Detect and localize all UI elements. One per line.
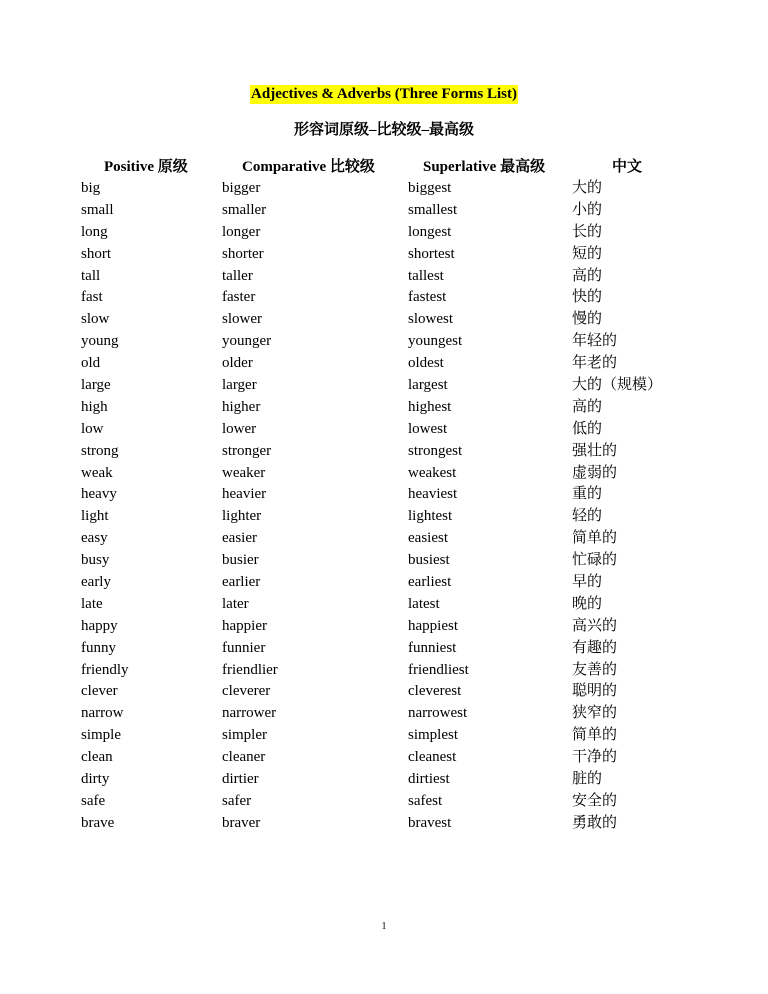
cell-superlative: strongest [408,442,463,459]
cell-comparative: shorter [222,245,264,262]
cell-comparative: friendlier [222,661,278,678]
cell-superlative: fastest [408,289,447,306]
cell-superlative: cleverest [408,683,462,700]
cell-superlative: simplest [408,727,459,744]
cell-chinese: 大的 [572,180,603,196]
cell-positive: dirty [81,771,110,788]
table-row [0,813,768,835]
cell-comparative: younger [222,333,272,350]
page-title: Adjectives & Adverbs (Three Forms List) [251,86,517,102]
table-row [0,769,768,791]
cell-chinese: 狭窄的 [572,705,618,722]
table-row [0,791,768,813]
cell-chinese: 简单的 [572,727,618,744]
cell-superlative: happiest [408,617,458,634]
cell-comparative: taller [222,267,253,284]
cell-superlative: busiest [408,552,450,569]
table-row [0,528,768,550]
cell-chinese: 强壮的 [572,442,618,459]
table-row [0,375,768,397]
cell-positive: long [81,223,108,240]
table-row [0,178,768,200]
table-row [0,638,768,660]
cell-superlative: lowest [408,420,448,437]
cell-chinese: 勇敢的 [572,814,618,831]
table-row [0,747,768,769]
cell-chinese: 高的 [572,398,603,415]
table-row [0,463,768,485]
table-row [0,506,768,528]
header-positive: Positive 原级 [104,159,188,175]
table-row [0,572,768,594]
table-row [0,397,768,419]
cell-chinese: 年轻的 [572,333,618,350]
cell-superlative: shortest [408,245,455,262]
page-subtitle: 形容词原级–比较级–最高级 [293,122,474,138]
cell-chinese: 干净的 [572,749,618,766]
cell-positive: short [81,245,111,262]
cell-chinese: 年老的 [572,355,618,372]
cell-comparative: cleverer [222,683,271,700]
cell-comparative: safer [222,792,252,809]
cell-positive: easy [81,530,108,547]
cell-positive: funny [81,639,116,656]
cell-positive: high [81,398,108,415]
table-row [0,287,768,309]
table-row [0,616,768,638]
header-chinese: 中文 [612,159,643,175]
table-row [0,703,768,725]
cell-comparative: narrower [222,705,277,722]
cell-comparative: stronger [222,442,272,459]
cell-chinese: 小的 [572,201,603,218]
cell-comparative: bigger [222,180,261,196]
cell-positive: old [81,355,101,372]
cell-comparative: earlier [222,574,261,591]
cell-superlative: largest [408,377,448,394]
cell-positive: simple [81,727,121,744]
cell-superlative: slowest [408,311,453,328]
cell-comparative: simpler [222,727,267,744]
cell-positive: narrow [81,705,124,722]
cell-superlative: cleanest [408,749,457,766]
cell-superlative: friendliest [408,661,469,678]
cell-chinese: 慢的 [572,311,603,328]
cell-comparative: lighter [222,508,262,525]
cell-comparative: longer [222,223,261,240]
cell-superlative: tallest [408,267,444,284]
cell-positive: weak [81,464,113,481]
cell-comparative: busier [222,552,259,569]
cell-positive: tall [81,267,101,284]
cell-chinese: 高的 [572,267,603,284]
table-row [0,484,768,506]
cell-comparative: lower [222,420,257,437]
cell-comparative: higher [222,398,261,415]
cell-comparative: easier [222,530,257,547]
cell-positive: large [81,377,111,394]
cell-comparative: cleaner [222,749,266,766]
cell-superlative: youngest [408,333,463,350]
cell-chinese: 脏的 [572,771,603,788]
cell-chinese: 早的 [572,574,603,591]
word-table [0,178,768,835]
cell-positive: happy [81,617,118,634]
cell-superlative: oldest [408,355,444,372]
cell-chinese: 聪明的 [572,683,618,700]
cell-chinese: 友善的 [572,661,618,678]
header-superlative: Superlative 最高级 [423,159,546,175]
table-row [0,244,768,266]
cell-comparative: later [222,595,249,612]
cell-positive: strong [81,442,119,459]
cell-chinese: 短的 [572,245,603,262]
cell-chinese: 有趣的 [572,639,618,656]
cell-positive: light [81,508,109,525]
cell-comparative: dirtier [222,771,259,788]
cell-positive: big [81,180,101,196]
cell-chinese: 安全的 [572,792,618,809]
cell-chinese: 大的（规模） [572,377,663,394]
cell-positive: friendly [81,661,129,678]
table-row [0,725,768,747]
cell-comparative: smaller [222,201,267,218]
cell-superlative: latest [408,595,440,612]
cell-superlative: earliest [408,574,452,591]
cell-positive: young [81,333,119,350]
cell-chinese: 虚弱的 [572,464,618,481]
cell-chinese: 轻的 [572,508,603,525]
cell-superlative: longest [408,223,452,240]
table-row [0,309,768,331]
title-container [0,85,768,104]
cell-positive: clean [81,749,113,766]
cell-positive: clever [81,683,118,700]
cell-positive: safe [81,792,106,809]
cell-chinese: 忙碌的 [572,552,618,569]
cell-superlative: narrowest [408,705,468,722]
cell-comparative: happier [222,617,267,634]
cell-superlative: weakest [408,464,457,481]
cell-chinese: 快的 [572,289,603,306]
cell-positive: late [81,595,103,612]
cell-chinese: 简单的 [572,530,618,547]
cell-superlative: smallest [408,201,458,218]
cell-chinese: 低的 [572,420,603,437]
cell-superlative: lightest [408,508,453,525]
table-row [0,550,768,572]
cell-superlative: funniest [408,639,457,656]
table-row [0,200,768,222]
table-row [0,594,768,616]
table-row [0,222,768,244]
table-row [0,331,768,353]
table-row [0,660,768,682]
cell-superlative: biggest [408,180,452,196]
cell-comparative: faster [222,289,256,306]
table-row [0,353,768,375]
cell-comparative: weaker [222,464,266,481]
cell-superlative: dirtiest [408,771,450,788]
cell-superlative: easiest [408,530,448,547]
table-header [0,157,768,179]
cell-positive: slow [81,311,110,328]
page-number: 1 [381,921,387,932]
cell-comparative: slower [222,311,262,328]
cell-positive: fast [81,289,103,306]
cell-positive: busy [81,552,110,569]
table-row [0,681,768,703]
cell-positive: small [81,201,114,218]
cell-positive: low [81,420,104,437]
cell-chinese: 重的 [572,486,603,503]
cell-positive: brave [81,814,115,831]
header-comparative: Comparative 比较级 [242,159,375,175]
cell-superlative: bravest [408,814,452,831]
table-row [0,419,768,441]
cell-positive: heavy [81,486,117,503]
cell-positive: early [81,574,111,591]
cell-superlative: highest [408,398,452,415]
table-row [0,266,768,288]
cell-superlative: heaviest [408,486,458,503]
table-row [0,441,768,463]
cell-chinese: 晚的 [572,595,603,612]
cell-comparative: heavier [222,486,267,503]
cell-chinese: 长的 [572,223,603,240]
cell-comparative: funnier [222,639,266,656]
cell-superlative: safest [408,792,443,809]
cell-chinese: 高兴的 [572,617,618,634]
cell-comparative: braver [222,814,261,831]
cell-comparative: larger [222,377,257,394]
cell-comparative: older [222,355,253,372]
